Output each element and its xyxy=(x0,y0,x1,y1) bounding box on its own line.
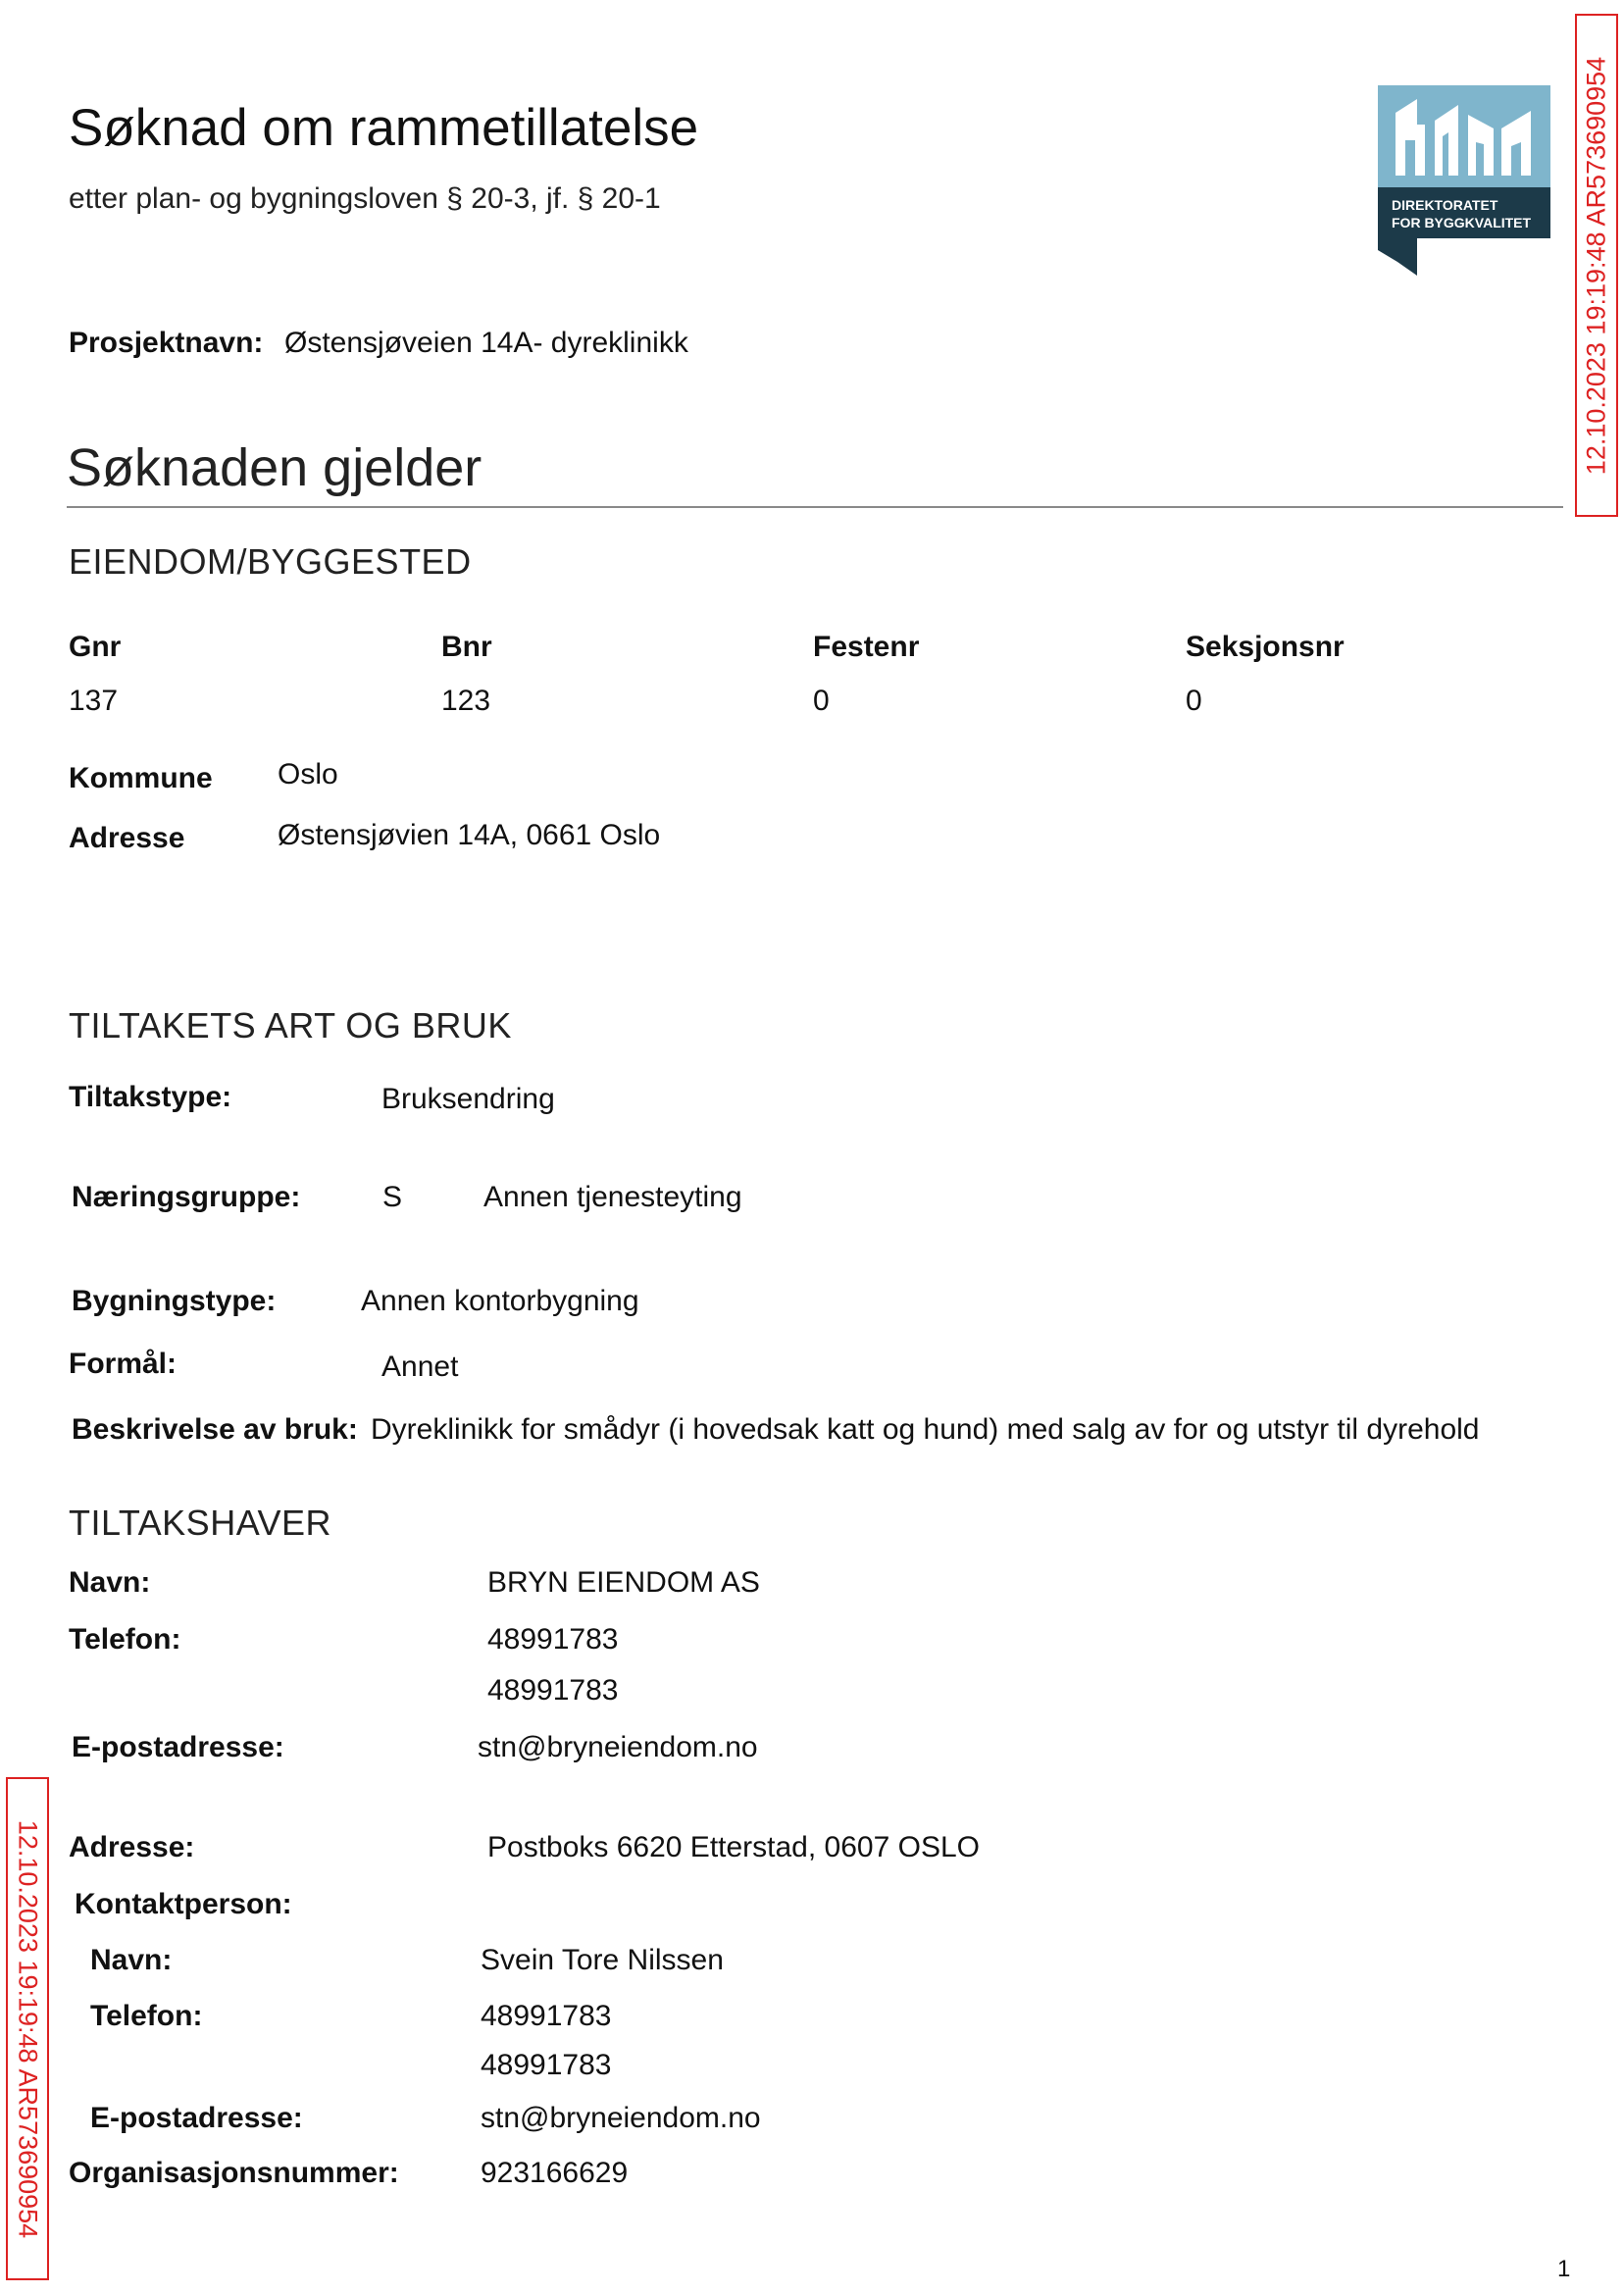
kontakt-telefon-label: Telefon: xyxy=(90,2000,203,2032)
tiltakshaver-telefon-label: Telefon: xyxy=(69,1623,181,1656)
timestamp-stamp-top xyxy=(1575,14,1618,517)
naeringsgruppe-value: Annen tjenesteyting xyxy=(483,1181,742,1213)
tiltak-heading: TILTAKETS ART OG BRUK xyxy=(69,1005,512,1045)
kontakt-telefon-value-1: 48991783 xyxy=(481,2000,612,2032)
tiltakshaver-navn-value: BRYN EIENDOM AS xyxy=(487,1566,760,1599)
section-title: Søknaden gjelder xyxy=(67,438,482,497)
kontakt-navn-value: Svein Tore Nilssen xyxy=(481,1944,724,1976)
naeringsgruppe-label: Næringsgruppe: xyxy=(72,1181,301,1213)
tiltakstype-value: Bruksendring xyxy=(381,1083,555,1115)
timestamp-stamp-bottom xyxy=(6,1777,49,2280)
kontakt-epost-value: stn@bryneiendom.no xyxy=(481,2102,761,2134)
document-subtitle: etter plan- og bygningsloven § 20-3, jf. § 20-1 xyxy=(69,182,661,215)
logo-text-line2: FOR BYGGKVALITET xyxy=(1392,215,1532,230)
festenr-value: 0 xyxy=(813,685,830,717)
tiltakshaver-navn-label: Navn: xyxy=(69,1566,151,1599)
bygningstype-label: Bygningstype: xyxy=(72,1285,277,1317)
kommune-label: Kommune xyxy=(69,762,213,794)
naeringsgruppe-code: S xyxy=(382,1181,403,1213)
tiltakshaver-epost-label: E-postadresse: xyxy=(72,1731,284,1763)
kontaktperson-label: Kontaktperson: xyxy=(75,1888,292,1920)
tiltakstype-label: Tiltakstype: xyxy=(69,1081,232,1113)
bnr-value: 123 xyxy=(441,685,491,717)
bnr-label: Bnr xyxy=(441,631,492,663)
dibk-logo xyxy=(1378,85,1550,276)
org-nummer-label: Organisasjonsnummer: xyxy=(69,2157,399,2189)
org-nummer-value: 923166629 xyxy=(481,2157,629,2189)
formal-value: Annet xyxy=(381,1351,459,1383)
tiltakshaver-adresse-label: Adresse: xyxy=(69,1831,195,1863)
stamp-text: 12.10.2023 19:19:48 AR573690954 xyxy=(1581,56,1611,475)
kontakt-epost-label: E-postadresse: xyxy=(90,2102,303,2134)
kontakt-telefon-value-2: 48991783 xyxy=(481,2049,612,2081)
logo-text-line1: DIREKTORATET xyxy=(1392,197,1498,213)
seksjonsnr-label: Seksjonsnr xyxy=(1186,631,1345,663)
adresse-label: Adresse xyxy=(69,822,185,854)
tiltakshaver-telefon-value-1: 48991783 xyxy=(487,1623,619,1656)
property-heading: EIENDOM/BYGGESTED xyxy=(69,541,472,582)
bygningstype-value: Annen kontorbygning xyxy=(361,1285,639,1317)
festenr-label: Festenr xyxy=(813,631,920,663)
kontakt-navn-label: Navn: xyxy=(90,1944,173,1976)
beskrivelse-value: Dyreklinikk for smådyr (i hovedsak katt og hund) med salg av for og utstyr til dyrehold xyxy=(371,1413,1480,1446)
tiltakshaver-heading: TILTAKSHAVER xyxy=(69,1503,332,1543)
project-label: Prosjektnavn: xyxy=(69,327,264,359)
gnr-value: 137 xyxy=(69,685,119,717)
section-divider xyxy=(67,506,1563,508)
adresse-value: Østensjøvien 14A, 0661 Oslo xyxy=(278,819,661,851)
tiltakshaver-adresse-value: Postboks 6620 Etterstad, 0607 OSLO xyxy=(487,1831,980,1863)
tiltakshaver-epost-value: stn@bryneiendom.no xyxy=(478,1731,758,1763)
document-title: Søknad om rammetillatelse xyxy=(69,99,699,157)
page-number: 1 xyxy=(1557,2256,1571,2282)
kommune-value: Oslo xyxy=(278,758,338,790)
tiltakshaver-telefon-value-2: 48991783 xyxy=(487,1674,619,1707)
gnr-label: Gnr xyxy=(69,631,122,663)
project-value: Østensjøveien 14A- dyreklinikk xyxy=(284,327,688,359)
seksjonsnr-value: 0 xyxy=(1186,685,1202,717)
stamp-text: 12.10.2023 19:19:48 AR573690954 xyxy=(13,1819,43,2238)
formal-label: Formål: xyxy=(69,1348,178,1380)
beskrivelse-label: Beskrivelse av bruk: xyxy=(72,1413,358,1446)
